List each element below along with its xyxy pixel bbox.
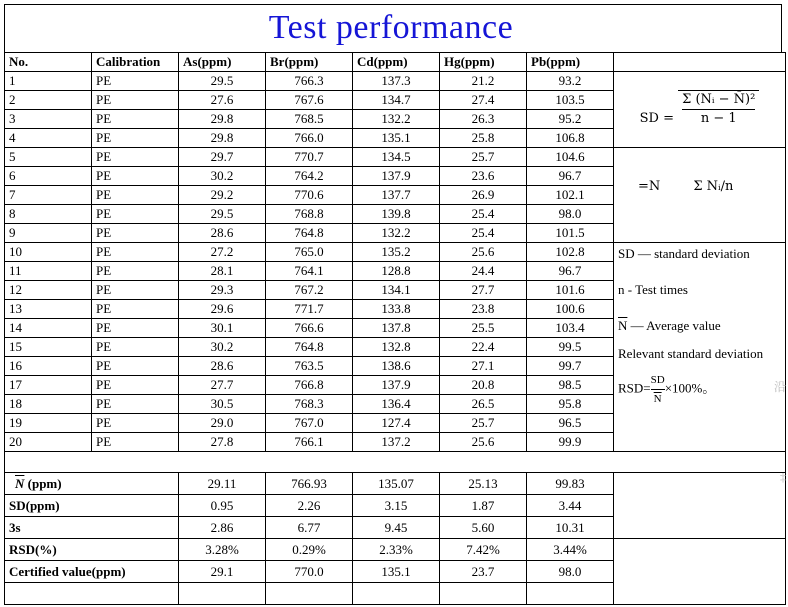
table-row <box>5 72 786 91</box>
row-number: 19 <box>5 414 92 433</box>
empty-cell <box>5 583 179 605</box>
value-cell: 25.8 <box>440 129 527 148</box>
value-cell: 26.5 <box>440 395 527 414</box>
row-number: 11 <box>5 262 92 281</box>
value-cell: 29.2 <box>179 186 266 205</box>
value-cell: 95.8 <box>527 395 614 414</box>
value-cell: 132.2 <box>353 110 440 129</box>
value-cell: 767.0 <box>266 414 353 433</box>
stat-value: 3.44% <box>527 539 614 561</box>
calibration-cell: PE <box>92 376 179 395</box>
calibration-cell: PE <box>92 281 179 300</box>
stat-side-cell <box>614 539 786 605</box>
header-row <box>5 53 786 72</box>
value-cell: 102.1 <box>527 186 614 205</box>
value-cell: 27.1 <box>440 357 527 376</box>
empty-cell <box>440 583 527 605</box>
stat-value: 135.07 <box>353 473 440 495</box>
stat-value: 98.0 <box>527 561 614 583</box>
row-number: 2 <box>5 91 92 110</box>
sd-formula-lhs: SD = <box>639 111 674 126</box>
value-cell: 27.4 <box>440 91 527 110</box>
stat-side-cell <box>614 473 786 539</box>
calibration-cell: PE <box>92 167 179 186</box>
value-cell: 23.6 <box>440 167 527 186</box>
calibration-cell: PE <box>92 129 179 148</box>
row-number: 7 <box>5 186 92 205</box>
value-cell: 134.1 <box>353 281 440 300</box>
value-cell: 764.8 <box>266 338 353 357</box>
value-cell: 29.6 <box>179 300 266 319</box>
value-cell: 766.3 <box>266 72 353 91</box>
calibration-cell: PE <box>92 300 179 319</box>
calibration-cell: PE <box>92 224 179 243</box>
value-cell: 21.2 <box>440 72 527 91</box>
value-cell: 27.8 <box>179 433 266 452</box>
stat-value: 10.31 <box>527 517 614 539</box>
sd-formula-cell <box>614 72 786 148</box>
calibration-cell: PE <box>92 91 179 110</box>
value-cell: 20.8 <box>440 376 527 395</box>
row-number: 15 <box>5 338 92 357</box>
value-cell: 29.7 <box>179 148 266 167</box>
value-cell: 103.5 <box>527 91 614 110</box>
value-cell: 764.2 <box>266 167 353 186</box>
value-cell: 27.7 <box>179 376 266 395</box>
stat-label: 3s <box>5 517 179 539</box>
value-cell: 132.8 <box>353 338 440 357</box>
value-cell: 134.5 <box>353 148 440 167</box>
value-cell: 137.2 <box>353 433 440 452</box>
value-cell: 136.4 <box>353 395 440 414</box>
stat-value: 135.1 <box>353 561 440 583</box>
value-cell: 93.2 <box>527 72 614 91</box>
stat-value: 3.44 <box>527 495 614 517</box>
value-cell: 102.8 <box>527 243 614 262</box>
stat-value: 770.0 <box>266 561 353 583</box>
page-title: Test performance <box>268 9 514 46</box>
value-cell: 29.5 <box>179 205 266 224</box>
stat-value: 2.33% <box>353 539 440 561</box>
value-cell: 127.4 <box>353 414 440 433</box>
row-number: 4 <box>5 129 92 148</box>
col-header: As(ppm) <box>179 53 266 72</box>
value-cell: 766.8 <box>266 376 353 395</box>
sd-formula-denominator: n − 1 <box>700 111 737 126</box>
legend-avg-symbol: $\overline{N}$ <box>618 318 628 333</box>
stat-row <box>5 539 786 561</box>
stat-label: SD(ppm) <box>5 495 179 517</box>
stat-value: 1.87 <box>440 495 527 517</box>
col-header: Hg(ppm) <box>440 53 527 72</box>
value-cell: 764.8 <box>266 224 353 243</box>
table-row <box>5 148 786 167</box>
value-cell: 25.6 <box>440 243 527 262</box>
value-cell: 770.6 <box>266 186 353 205</box>
stat-row <box>5 473 786 495</box>
value-cell: 137.9 <box>353 376 440 395</box>
value-cell: 137.3 <box>353 72 440 91</box>
stat-value: 0.95 <box>179 495 266 517</box>
table-row <box>5 243 786 262</box>
row-number: 16 <box>5 357 92 376</box>
value-cell: 30.2 <box>179 167 266 186</box>
value-cell: 135.2 <box>353 243 440 262</box>
col-header: Br(ppm) <box>266 53 353 72</box>
watermark-mark: 沿 <box>773 380 786 394</box>
value-cell: 22.4 <box>440 338 527 357</box>
value-cell: 25.4 <box>440 205 527 224</box>
value-cell: 26.9 <box>440 186 527 205</box>
value-cell: 101.6 <box>527 281 614 300</box>
row-number: 6 <box>5 167 92 186</box>
value-cell: 100.6 <box>527 300 614 319</box>
row-number: 13 <box>5 300 92 319</box>
calibration-cell: PE <box>92 110 179 129</box>
row-number: 8 <box>5 205 92 224</box>
value-cell: 30.5 <box>179 395 266 414</box>
value-cell: 30.1 <box>179 319 266 338</box>
stat-value: 9.45 <box>353 517 440 539</box>
legend-rsd-suffix: ×100%。 <box>664 380 716 396</box>
value-cell: 137.9 <box>353 167 440 186</box>
stat-value: 6.77 <box>266 517 353 539</box>
value-cell: 765.0 <box>266 243 353 262</box>
value-cell: 99.7 <box>527 357 614 376</box>
calibration-cell: PE <box>92 338 179 357</box>
value-cell: 28.6 <box>179 224 266 243</box>
value-cell: 766.6 <box>266 319 353 338</box>
value-cell: 99.5 <box>527 338 614 357</box>
stat-value: 3.15 <box>353 495 440 517</box>
stat-label: Certified value(ppm) <box>5 561 179 583</box>
row-number: 12 <box>5 281 92 300</box>
value-cell: 96.7 <box>527 167 614 186</box>
calibration-cell: PE <box>92 433 179 452</box>
value-cell: 29.3 <box>179 281 266 300</box>
value-cell: 771.7 <box>266 300 353 319</box>
value-cell: 25.7 <box>440 414 527 433</box>
row-number: 3 <box>5 110 92 129</box>
value-cell: 27.6 <box>179 91 266 110</box>
value-cell: 128.8 <box>353 262 440 281</box>
empty-cell <box>353 583 440 605</box>
row-number: 18 <box>5 395 92 414</box>
legend-rsd-label: Relevant standard deviation <box>618 346 764 361</box>
empty-cell <box>266 583 353 605</box>
value-cell: 106.8 <box>527 129 614 148</box>
value-cell: 134.7 <box>353 91 440 110</box>
title-frame <box>4 4 782 53</box>
row-number: 17 <box>5 376 92 395</box>
value-cell: 99.9 <box>527 433 614 452</box>
stat-value: 29.1 <box>179 561 266 583</box>
calibration-cell: PE <box>92 357 179 376</box>
mean-formula-cell <box>614 148 786 243</box>
stat-value: 29.11 <box>179 473 266 495</box>
value-cell: 137.8 <box>353 319 440 338</box>
value-cell: 26.3 <box>440 110 527 129</box>
value-cell: 768.3 <box>266 395 353 414</box>
value-cell: 95.2 <box>527 110 614 129</box>
empty-cell <box>527 583 614 605</box>
legend-sd: SD — standard deviation <box>618 246 750 261</box>
value-cell: 766.0 <box>266 129 353 148</box>
value-cell: 132.2 <box>353 224 440 243</box>
value-cell: 763.5 <box>266 357 353 376</box>
calibration-cell: PE <box>92 205 179 224</box>
col-header: Calibration <box>92 53 179 72</box>
stat-value: 5.60 <box>440 517 527 539</box>
row-number: 9 <box>5 224 92 243</box>
value-cell: 23.8 <box>440 300 527 319</box>
calibration-cell: PE <box>92 414 179 433</box>
empty-cell <box>179 583 266 605</box>
stat-label: RSD(%) <box>5 539 179 561</box>
calibration-cell: PE <box>92 319 179 338</box>
legend-n: n - Test times <box>618 282 688 297</box>
value-cell: 27.2 <box>179 243 266 262</box>
stat-value: 7.42% <box>440 539 527 561</box>
value-cell: 28.1 <box>179 262 266 281</box>
sd-formula-numerator: Σ (Nᵢ − N̄)² <box>682 91 755 110</box>
calibration-cell: PE <box>92 186 179 205</box>
watermark-mark: ‡ <box>780 470 786 484</box>
spacer-row <box>5 452 786 473</box>
value-cell: 770.7 <box>266 148 353 167</box>
col-header: Pb(ppm) <box>527 53 614 72</box>
stat-label: $\overline{N}$ (ppm) <box>5 473 179 495</box>
col-header: No. <box>5 53 92 72</box>
row-number: 10 <box>5 243 92 262</box>
value-cell: 135.1 <box>353 129 440 148</box>
value-cell: 766.1 <box>266 433 353 452</box>
value-cell: 104.6 <box>527 148 614 167</box>
row-number: 14 <box>5 319 92 338</box>
stat-value: 766.93 <box>266 473 353 495</box>
value-cell: 768.5 <box>266 110 353 129</box>
value-cell: 767.2 <box>266 281 353 300</box>
stat-value: 0.29% <box>266 539 353 561</box>
value-cell: 96.5 <box>527 414 614 433</box>
calibration-cell: PE <box>92 243 179 262</box>
row-number: 1 <box>5 72 92 91</box>
value-cell: 29.8 <box>179 129 266 148</box>
value-cell: 29.0 <box>179 414 266 433</box>
legend-avg: — Average value <box>630 318 721 333</box>
value-cell: 137.7 <box>353 186 440 205</box>
calibration-cell: PE <box>92 72 179 91</box>
value-cell: 764.1 <box>266 262 353 281</box>
stat-value: 99.83 <box>527 473 614 495</box>
value-cell: 138.6 <box>353 357 440 376</box>
mean-formula-rhs: Σ Nᵢ/n <box>693 179 734 194</box>
row-number: 5 <box>5 148 92 167</box>
calibration-cell: PE <box>92 395 179 414</box>
value-cell: 139.8 <box>353 205 440 224</box>
stat-value: 2.26 <box>266 495 353 517</box>
col-header: Cd(ppm) <box>353 53 440 72</box>
value-cell: 133.8 <box>353 300 440 319</box>
calibration-cell: PE <box>92 262 179 281</box>
mean-formula-lhs: =N <box>638 179 661 194</box>
stat-value: 2.86 <box>179 517 266 539</box>
value-cell: 24.4 <box>440 262 527 281</box>
value-cell: 25.7 <box>440 148 527 167</box>
value-cell: 101.5 <box>527 224 614 243</box>
stat-value: 25.13 <box>440 473 527 495</box>
legend-cell: SD — standard deviation n - Test times $\overline{N}$ — Average value Relevant standard deviation RSD= $\frac{SD}{N}$ ×100%。 <box>614 243 786 452</box>
value-cell: 768.8 <box>266 205 353 224</box>
value-cell: 98.0 <box>527 205 614 224</box>
value-cell: 29.8 <box>179 110 266 129</box>
value-cell: 25.4 <box>440 224 527 243</box>
value-cell: 28.6 <box>179 357 266 376</box>
value-cell: 25.6 <box>440 433 527 452</box>
stat-value: 3.28% <box>179 539 266 561</box>
legend-rsd-prefix: RSD= <box>618 380 651 396</box>
value-cell: 103.4 <box>527 319 614 338</box>
row-number: 20 <box>5 433 92 452</box>
spacer-cell <box>5 452 786 473</box>
results-table <box>4 52 786 605</box>
value-cell: 27.7 <box>440 281 527 300</box>
formula-cell-header <box>614 53 786 72</box>
value-cell: 96.7 <box>527 262 614 281</box>
calibration-cell: PE <box>92 148 179 167</box>
value-cell: 767.6 <box>266 91 353 110</box>
value-cell: 29.5 <box>179 72 266 91</box>
value-cell: 30.2 <box>179 338 266 357</box>
value-cell: 98.5 <box>527 376 614 395</box>
value-cell: 25.5 <box>440 319 527 338</box>
stat-value: 23.7 <box>440 561 527 583</box>
